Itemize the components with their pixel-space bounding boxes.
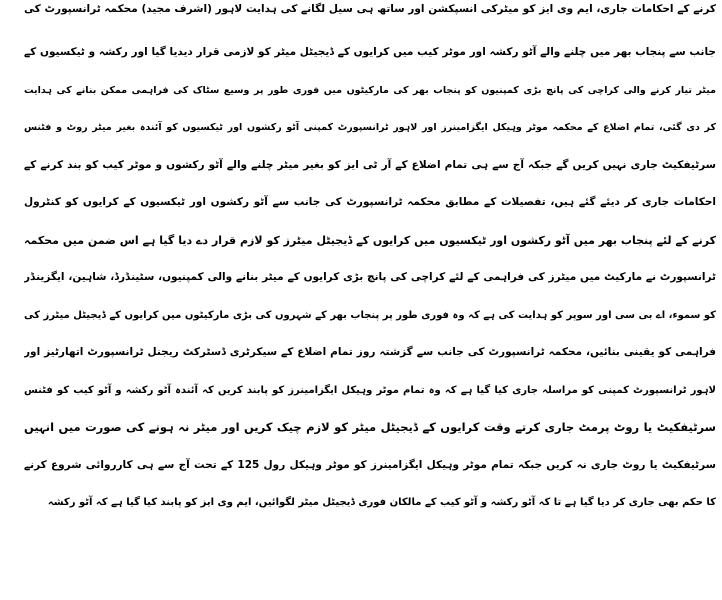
- article-line: احکامات جاری کر دیئے گئے ہیں، تفصیلات کے مطابق محکمہ ٹرانسپورٹ کی جانب سے آٹو رکشوں اور ٹیکسیوں کے کرایوں کو کنٹرول: [24, 196, 716, 208]
- article-line: ٹرانسپورٹ نے مارکیٹ میں میٹرز کی فراہمی کے لئے کراچی کی پانچ بڑی کرایوں کے میٹر بنانے والی کمپنیوں، سٹینڈرڈ، شاہین، ایگزینڈر: [24, 271, 716, 283]
- article-line: کرنے کے احکامات جاری، ایم وی ایز کو میٹرکی انسپکشن اور ساتھ ہی سیل لگانے کی ہدایت لاہور (اشرف مجید) محکمہ ٹرانسپورٹ کی: [24, 3, 716, 15]
- article-line: فراہمی کو یقینی بنائیں، محکمہ ٹرانسپورٹ کی جانب سے گزشتہ روز تمام اضلاع کے سیکرٹری ڈسٹرکٹ ریجنل ٹرانسپورٹ اتھارٹیز اور: [24, 346, 716, 358]
- article-line: جانب سے پنجاب بھر میں چلنے والے آٹو رکشہ اور موٹر کیب میں کرایوں کے ڈیجیٹل میٹر کو لازمی قرار دیدیا گیا اور رکشہ و ٹیکسیوں کے: [24, 46, 716, 58]
- article-line: سرٹیفکیٹ یا روٹ جاری نہ کریں جبکہ تمام موٹر وہیکل ایگزامینرز کو موٹر وہیکل رول 125 کے تحت آج سے ہی کارروائی شروع کرنے: [24, 458, 716, 471]
- article-line: کرنے کے لئے پنجاب بھر میں آٹو رکشوں اور ٹیکسیوں میں کرایوں کے ڈیجیٹل میٹرز کو لازم قرار دے دیا گیا ہے اس ضمن میں محکمہ: [24, 233, 716, 247]
- article-line: کر دی گئی، تمام اضلاع کے محکمہ موٹر وہیکل ایگزامینرز اور لاہور ٹرانسپورٹ کمپنی آٹو رکشوں اور ٹیکسیوں کو آئندہ بغیر میٹر روٹ و فٹنس: [24, 122, 716, 133]
- article-line: لاہور ٹرانسپورٹ کمپنی کو مراسلہ جاری کیا گیا ہے کہ وہ تمام موٹر وہیکل ایگزامینرز کو پابند کریں کہ آئندہ آٹو رکشہ و آٹو کیب کو فٹنس: [24, 384, 716, 396]
- article-line: میٹر تیار کرنے والی کراچی کی پانچ بڑی کمپنیوں کو پنجاب بھر کی مارکیٹوں میں فوری طور پر وسیع سٹاک کی فراہمی ممکن بنانے کی ہدایت: [24, 84, 716, 96]
- article-line: کو سموء، اے بی سی اور سوپر کو ہدایت کی ہے کہ وہ فوری طور پر پنجاب بھر کے شہروں کی بڑی مارکیٹوں میں کرایوں کے ڈیجیٹل میٹرز کی: [24, 309, 716, 321]
- article-line: سرٹیفکیٹ جاری نہیں کریں گے جبکہ آج سے ہی تمام اضلاع کے آر ٹی ایز کو بغیر میٹر چلنے والے آٹو رکشوں و موٹر کیب کو بند کرنے کے: [24, 158, 716, 171]
- article-line: سرٹیفکیٹ یا روٹ پرمٹ جاری کرتے وقت کرایوں کے ڈیجیٹل میٹر کو لازم چیک کریں اور میٹر نہ ہونے کی صورت میں انہیں: [24, 420, 716, 434]
- article-line: کا حکم بھی جاری کر دیا گیا ہے تا کہ آٹو رکشہ و آٹو کیب کے مالکان فوری ڈیجیٹل میٹر لگوائیں، ایم وی ایز کو پابند کیا گیا ہے کہ آٹو رکشہ: [47, 497, 716, 508]
